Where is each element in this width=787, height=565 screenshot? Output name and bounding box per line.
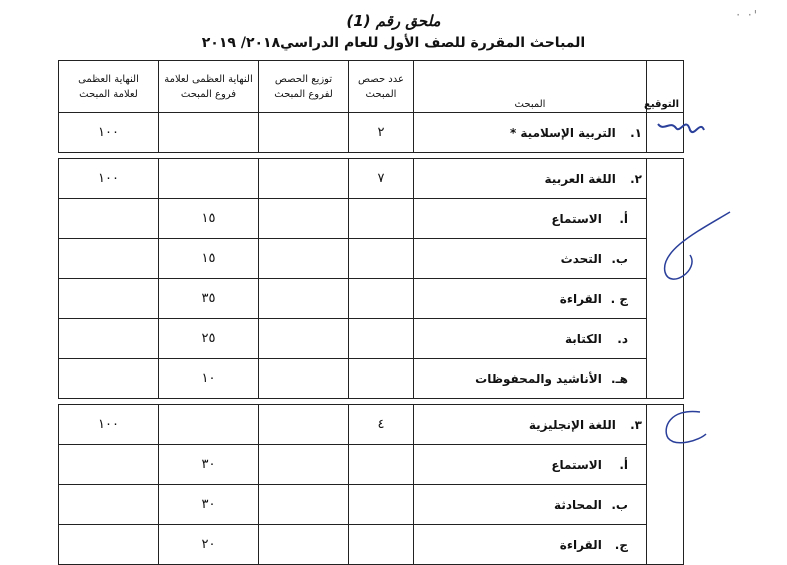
distribution-cell	[259, 159, 349, 199]
table-row	[59, 525, 684, 565]
branch-max-cell: ١٥	[159, 239, 259, 279]
subject-cell: ب. التحدث	[414, 239, 647, 279]
subjects-table	[58, 60, 684, 565]
periods-cell	[349, 319, 414, 359]
branch-max-cell: ٢٠	[159, 525, 259, 565]
distribution-cell	[259, 359, 349, 399]
subject-cell: أ. الاستماع	[414, 445, 647, 485]
subject-max-cell	[59, 485, 159, 525]
periods-cell: ٢	[349, 113, 414, 153]
branch-max-cell: ٢٥	[159, 319, 259, 359]
table-row	[59, 445, 684, 485]
branch-max-cell	[159, 113, 259, 153]
distribution-cell	[259, 279, 349, 319]
subject-max-cell	[59, 279, 159, 319]
subject-cell: أ. الاستماع	[414, 199, 647, 239]
col-periods: عدد حصص المبحث	[349, 61, 414, 113]
periods-cell: ٧	[349, 159, 414, 199]
periods-cell	[349, 445, 414, 485]
signature-cell	[647, 405, 684, 565]
subject-max-cell	[59, 199, 159, 239]
branch-max-cell: ١٠	[159, 359, 259, 399]
branch-max-cell	[159, 159, 259, 199]
branch-max-cell	[159, 405, 259, 445]
periods-cell: ٤	[349, 405, 414, 445]
table-row	[59, 279, 684, 319]
distribution-cell	[259, 405, 349, 445]
branch-max-cell: ٣٥	[159, 279, 259, 319]
signature-cell	[647, 113, 684, 153]
table-row	[59, 199, 684, 239]
subject-max-cell: ١٠٠	[59, 159, 159, 199]
subject-max-cell	[59, 359, 159, 399]
branch-max-cell: ١٥	[159, 199, 259, 239]
branch-max-cell: ٣٠	[159, 485, 259, 525]
subject-max-cell	[59, 445, 159, 485]
subject-cell: هـ. الأناشيد والمحفوظات	[414, 359, 647, 399]
distribution-cell	[259, 525, 349, 565]
subject-cell: ١. التربية الإسلامية *	[414, 113, 647, 153]
distribution-cell	[259, 319, 349, 359]
periods-cell	[349, 199, 414, 239]
periods-cell	[349, 359, 414, 399]
table-row	[59, 239, 684, 279]
col-subject: المبحث	[414, 61, 647, 113]
table-row	[59, 405, 684, 445]
subject-cell: ج . القراءة	[414, 279, 647, 319]
scan-marks: · ·'	[736, 8, 759, 22]
periods-cell	[349, 279, 414, 319]
distribution-cell	[259, 485, 349, 525]
distribution-cell	[259, 239, 349, 279]
subject-max-cell	[59, 525, 159, 565]
col-subject-max: النهاية العظمى لعلامة المبحث	[59, 61, 159, 113]
col-signature: التوقيع	[647, 61, 684, 113]
distribution-cell	[259, 445, 349, 485]
subject-max-cell: ١٠٠	[59, 113, 159, 153]
distribution-cell	[259, 199, 349, 239]
annex-label: ملحق رقم (1)	[346, 12, 441, 30]
subject-max-cell	[59, 319, 159, 359]
table-row	[59, 319, 684, 359]
periods-cell	[349, 525, 414, 565]
subject-max-cell	[59, 239, 159, 279]
page-title: المباحث المقررة للصف الأول للعام الدراسي٢٠١٨/ ٢٠١٩	[201, 35, 586, 51]
table-header	[59, 61, 684, 113]
periods-cell	[349, 239, 414, 279]
signature-cell	[647, 159, 684, 399]
subject-cell: د. الكتابة	[414, 319, 647, 359]
subject-max-cell: ١٠٠	[59, 405, 159, 445]
distribution-cell	[259, 113, 349, 153]
subject-cell: ج. القراءة	[414, 525, 647, 565]
subject-cell: ٢. اللغة العربية	[414, 159, 647, 199]
table-row	[59, 159, 684, 199]
branch-max-cell: ٣٠	[159, 445, 259, 485]
table-row	[59, 113, 684, 153]
col-distribution: توزيع الحصص لفروع المبحث	[259, 61, 349, 113]
subject-cell: ٣. اللغة الإنجليزية	[414, 405, 647, 445]
table-row	[59, 485, 684, 525]
periods-cell	[349, 485, 414, 525]
table-row	[59, 359, 684, 399]
col-branch-max: النهاية العظمى لعلامة فروع المبحث	[159, 61, 259, 113]
subject-cell: ب. المحادثة	[414, 485, 647, 525]
